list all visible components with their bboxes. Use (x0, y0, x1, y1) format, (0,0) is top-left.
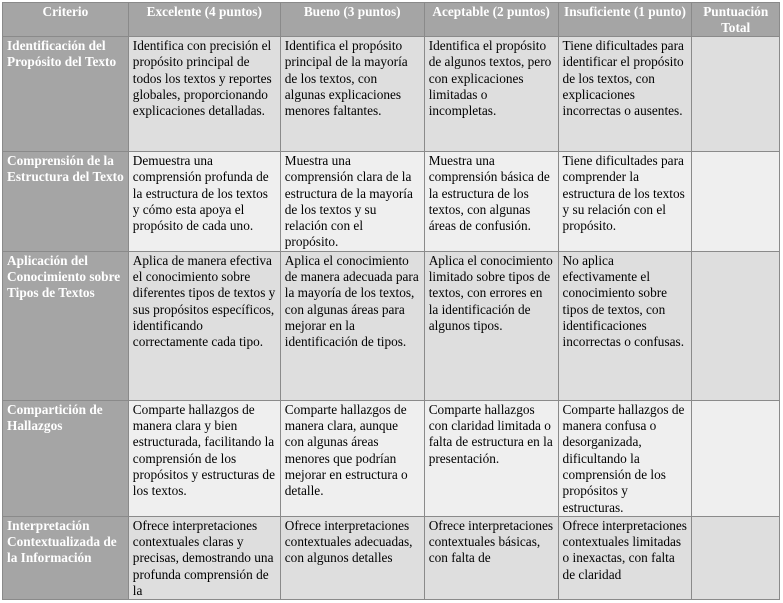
aceptable-cell: Identifica el propósito de algunos textos, pero con explicaciones limitadas o incompletas. (424, 37, 558, 152)
bueno-cell: Ofrece interpretaciones contextuales adecuadas, con algunos detalles (280, 516, 424, 599)
insuficiente-cell: Ofrece interpretaciones contextuales limitadas o inexactas, con falta de claridad (558, 516, 692, 599)
aceptable-cell: Ofrece interpretaciones contextuales básicas, con falta de (424, 516, 558, 599)
criterio-cell: Comprensión de la Estructura del Texto (3, 152, 129, 252)
aceptable-cell: Comparte hallazgos con claridad limitada o falta de estructura en la presentación. (424, 400, 558, 516)
criterio-cell: Identificación del Propósito del Texto (3, 37, 129, 152)
header-insuficiente: Insuficiente (1 punto) (558, 3, 692, 37)
total-cell[interactable] (692, 400, 780, 516)
insuficiente-cell: Comparte hallazgos de manera confusa o desorganizada, dificultando la comprensión de los propósitos y estructuras. (558, 400, 692, 516)
aceptable-cell: Muestra una comprensión básica de la estructura de los textos, con algunas áreas de confusión. (424, 152, 558, 252)
table-row (3, 516, 780, 599)
table-row (3, 152, 780, 252)
total-cell[interactable] (692, 152, 780, 252)
total-cell[interactable] (692, 516, 780, 599)
aceptable-cell: Aplica el conocimiento limitado sobre tipos de textos, con errores en la identificación de algunos tipos. (424, 251, 558, 400)
table-row (3, 251, 780, 400)
criterio-cell: Compartición de Hallazgos (3, 400, 129, 516)
criterio-cell: Interpretación Contextualizada de la Información (3, 516, 129, 599)
excelente-cell: Comparte hallazgos de manera clara y bien estructurada, facilitando la comprensión de los propósitos y estructuras de los textos. (128, 400, 280, 516)
total-cell[interactable] (692, 251, 780, 400)
bueno-cell: Identifica el propósito principal de la mayoría de los textos, con algunas explicaciones menores faltantes. (280, 37, 424, 152)
excelente-cell: Aplica de manera efectiva el conocimiento sobre diferentes tipos de textos y sus propósitos específicos, identificando correctamente cada tipo. (128, 251, 280, 400)
header-bueno: Bueno (3 puntos) (280, 3, 424, 37)
header-excelente: Excelente (4 puntos) (128, 3, 280, 37)
criterio-cell: Aplicación del Conocimiento sobre Tipos de Textos (3, 251, 129, 400)
header-aceptable: Aceptable (2 puntos) (424, 3, 558, 37)
excelente-cell: Identifica con precisión el propósito principal de todos los textos y reportes globales, proporcionando explicaciones detalladas. (128, 37, 280, 152)
insuficiente-cell: Tiene dificultades para identificar el propósito de los textos, con explicaciones incorrectas o ausentes. (558, 37, 692, 152)
header-row (3, 3, 780, 37)
bueno-cell: Comparte hallazgos de manera clara, aunque con algunas áreas menores que podrían mejorar en estructura o detalle. (280, 400, 424, 516)
bueno-cell: Aplica el conocimiento de manera adecuada para la mayoría de los textos, con algunas áreas para mejorar en la identificación de tipos. (280, 251, 424, 400)
bueno-cell: Muestra una comprensión clara de la estructura de la mayoría de los textos y su relación con el propósito. (280, 152, 424, 252)
table-row (3, 37, 780, 152)
header-total: Puntuación Total (692, 3, 780, 37)
insuficiente-cell: Tiene dificultades para comprender la estructura de los textos y su relación con el propósito. (558, 152, 692, 252)
insuficiente-cell: No aplica efectivamente el conocimiento sobre tipos de textos, con identificaciones incorrectas o confusas. (558, 251, 692, 400)
header-criterio: Criterio (3, 3, 129, 37)
table-row (3, 400, 780, 516)
excelente-cell: Ofrece interpretaciones contextuales claras y precisas, demostrando una profunda comprensión de la (128, 516, 280, 599)
excelente-cell: Demuestra una comprensión profunda de la estructura de los textos y cómo esta apoya el propósito de cada uno. (128, 152, 280, 252)
total-cell[interactable] (692, 37, 780, 152)
rubric-table (2, 2, 780, 600)
